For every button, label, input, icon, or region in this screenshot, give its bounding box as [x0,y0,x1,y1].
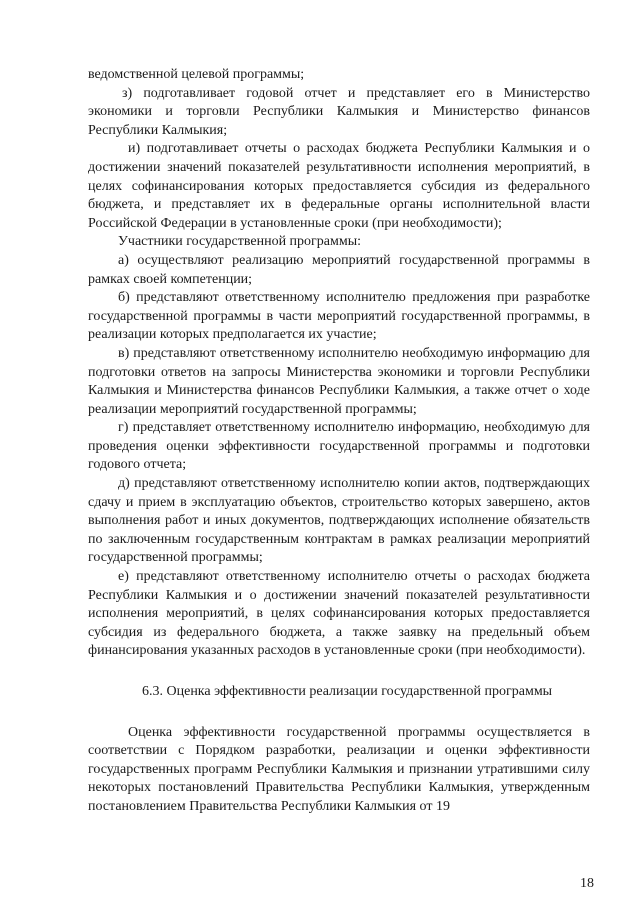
paragraph-participants-heading: Участники государственной программы: [118,234,362,250]
paragraph-evaluation: Оценка эффективности государственной программы осуществляется в соответствии с Порядком разработки, реализации и оценки эффективности государственных программ Республики Калмыкия и признании утратившими силу некоторых постановлений Правительства Республики Калмыкия, утвержденным постановлением Правительства Республики Калмыкия от 19 [88,724,590,814]
paragraph-item-v: в) представляют ответственному исполнителю необходимую информацию для подготовки ответов на запросы Министерства экономики и торговли Республики Калмыкия и Министерства финансов Республики Калмыкия, а также отчет о ходе реализации мероприятий государственной программы; [88,345,590,417]
paragraph-item-a: а) осуществляют реализацию мероприятий государственной программы в рамках своей компетенции; [88,252,590,287]
paragraph-item-b: б) представляют ответственному исполнителю предложения при разработке государственной программы в части мероприятий государственной программы, в реализации которых предполагается их участие; [88,290,590,343]
section-heading: 6.3. Оценка эффективности реализации государственной программы [142,684,553,699]
document-page [88,66,590,817]
paragraph-item-z: з) подготавливает годовой отчет и представляет его в Министерство экономики и торговли Республики Калмыкия и Министерство финансов Республики Калмыкия; [88,85,590,138]
paragraph-item-g: г) представляет ответственному исполнителю информацию, необходимую для проведения оценки эффективности государственной программы и подготовки годового отчета; [88,420,590,473]
paragraph-item-e: е) представляют ответственному исполнителю отчеты о расходах бюджета Республики Калмыкия и о достижении значений показателей результативности исполнения мероприятий, в целях софинансирования которых предоставляется субсидия из федерального бюджета, а также заявку на предельный объем финансирования указанных расходов в установленные сроки (при необходимости). [88,569,590,659]
paragraph-item-d: д) представляют ответственному исполнителю копии актов, подтверждающих сдачу и прием в эксплуатацию объектов, строительство которых завершено, актов выполнения работ и иных документов, подтверждающих исполнение обязательств по заключенным государственным контрактам в рамках реализации мероприятий государственной программы; [88,476,590,566]
paragraph-item-i: и) подготавливает отчеты о расходах бюджета Республики Калмыкия и о достижении значений показателей результативности исполнения мероприятий, в целях софинансирования которых предоставляется субсидия из федерального бюджета, и представляет их в федеральные органы исполнительной власти Российской Федерации в установленные сроки (при необходимости); [88,141,590,231]
page-number: 18 [580,876,594,891]
paragraph-program-end: ведомственной целевой программы; [88,67,305,82]
